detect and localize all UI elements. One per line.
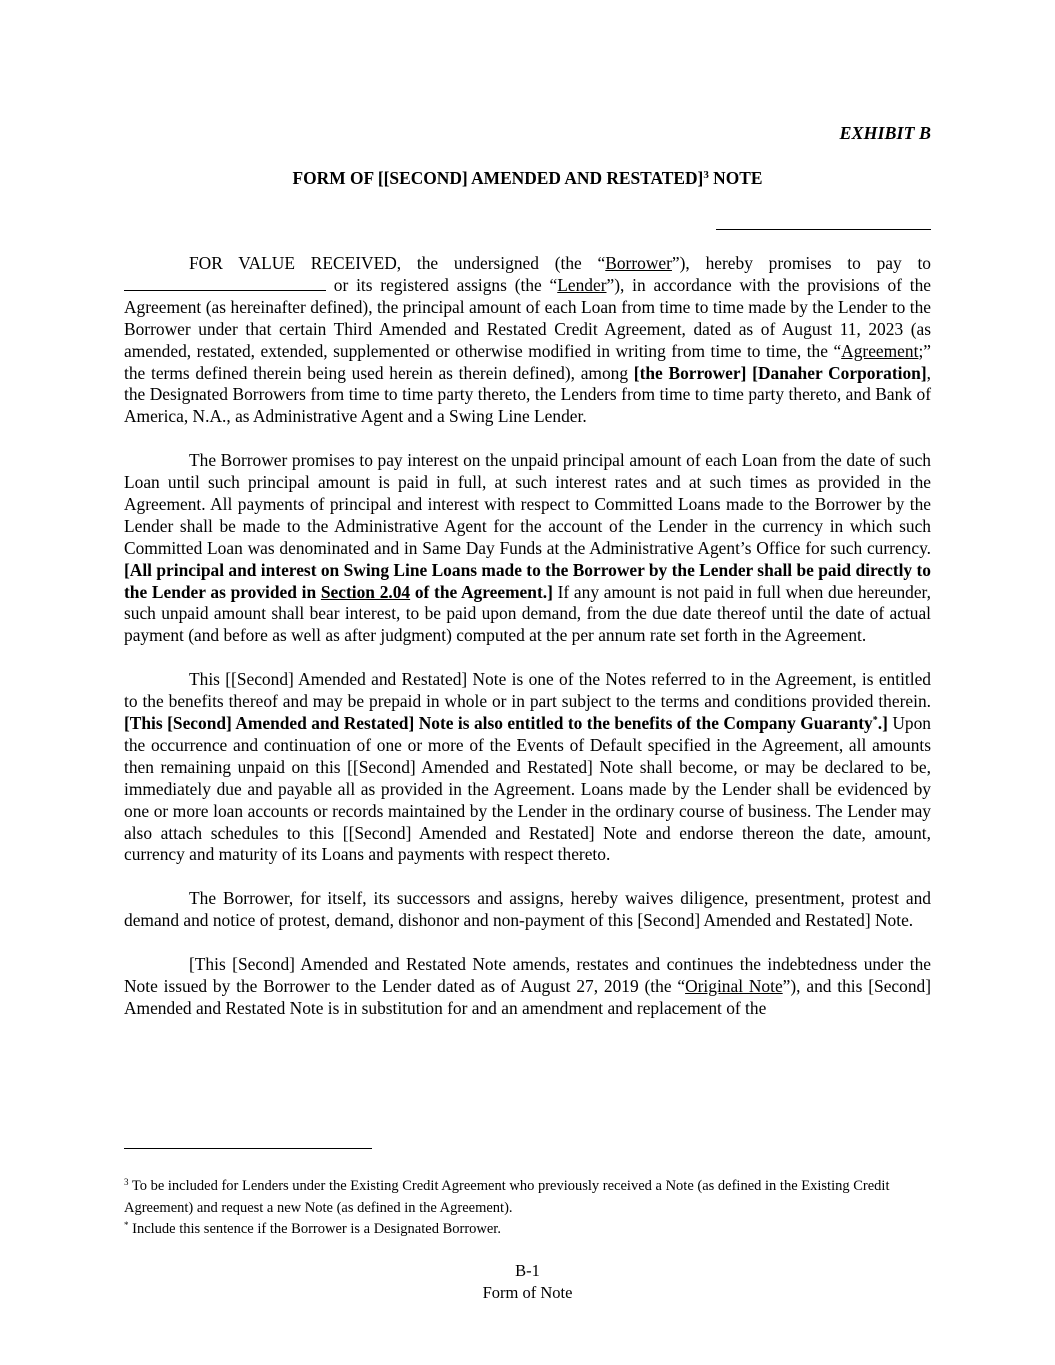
p1-text-6: , the Designated Borrowers from time to time party thereto, the Lenders from time to time party thereto, and Bank of America, N.A., as Administrative Agent and a Swing Line Lender.	[124, 362, 931, 427]
title-main: FORM OF [[SECOND] AMENDED AND RESTATED]	[292, 168, 704, 188]
p3-text-1: This [[Second] Amended and Restated] Note is one of the Notes referred to in the Agreement, is entitled to the benefits thereof and may be prepaid in whole or in part subject to the terms and conditions provided therein.	[124, 669, 931, 712]
paragraph-waiver: The Borrower, for itself, its successors and assigns, hereby waives diligence, presentment, protest and demand and notice of protest, demand, dishonor and non-payment of this [Second] Amended and Restated] Note.	[124, 888, 931, 931]
paragraph-original-note	[124, 954, 931, 1020]
p1-text-3: or its registered assigns (the “	[326, 274, 558, 295]
page-number: B-1	[515, 1261, 540, 1280]
footnote-3-marker: 3	[124, 1177, 129, 1187]
defined-term-lender: Lender	[557, 274, 607, 295]
paragraph-interest	[124, 450, 931, 647]
p3-bold-text-2: .]	[877, 713, 888, 733]
footnote-star-marker: *	[124, 1220, 129, 1230]
footnote-divider	[124, 1148, 372, 1149]
lender-name-blank	[124, 275, 326, 291]
defined-term-agreement: Agreement	[841, 340, 919, 361]
footnote-star-text: Include this sentence if the Borrower is a Designated Borrower.	[128, 1221, 501, 1237]
footnotes	[124, 1176, 931, 1241]
p3-text-2: Upon the occurrence and continuation of one or more of the Events of Default specified in the Agreement, all amounts then remaining unpaid on this [[Second] Amended and Restated] Note shall become, or may be declared to be, immediately due and payable all as provided in the Agreement. Loans made by the Lender shall be evidenced by one or more loan accounts or records maintained by the Lender in the ordinary course of business. The Lender may also attach schedules to this [[Second] Amended and Restated] Note and endorse thereon the date, amount, currency and maturity of its Loans and payments with respect thereto.	[124, 713, 931, 865]
title-end: NOTE	[708, 168, 763, 188]
p5-text-2: ”), and this [Second] Amended and Restated Note is in substitution for and an amendment and replacement of the	[124, 975, 932, 1018]
footer-doc-name: Form of Note	[482, 1283, 573, 1302]
p5-text-1: [This [Second] Amended and Restated Note amends, restates and continues the indebtedness under the Note issued by the Borrower to the Lender dated as of August 27, 2019 (the “	[124, 953, 931, 996]
p2-bold-text-2: of the Agreement.]	[410, 581, 553, 602]
exhibit-label: EXHIBIT B	[839, 123, 931, 143]
document-title	[0, 168, 1055, 190]
p2-bold-text-1: [All principal and interest on Swing Line Loans made to the Borrower by the Lender shall be paid directly to the Lender as provided in	[124, 559, 931, 602]
section-reference: Section 2.04	[320, 581, 411, 602]
defined-term-borrower: Borrower	[605, 253, 672, 273]
p2-text-2: If any amount is not paid in full when due hereunder, such unpaid amount shall bear interest, to be paid upon demand, from the due date thereof until the date of actual payment (and before as well as after judgment) computed at the per annum rate set forth in the Agreement.	[124, 581, 931, 646]
p3-bold-text-1: [This [Second] Amended and Restated] Note is also entitled to the benefits of the Company Guaranty	[124, 713, 873, 733]
defined-term-original-note: Original Note	[685, 975, 783, 996]
footnote-3-text: To be included for Lenders under the Existing Credit Agreement who previously received a Note (as defined in the Existing Credit Agreement) and request a new Note (as defined in the Agreement).	[124, 1178, 890, 1216]
paragraph-value-received	[124, 253, 931, 428]
p1-text-2: ”), hereby promises to pay to	[671, 253, 931, 273]
title-footnote-ref: 3	[703, 169, 709, 181]
footnote-3	[124, 1176, 931, 1219]
p1-text-4: ”), in accordance with the provisions of the Agreement (as hereinafter defined), the principal amount of each Loan from time to time made by the Lender to the Borrower under that certain Third Amended and Restated Credit Agreement, dated as of August 11, 2023 (as amended, restated, extended, supplemented or otherwise modified in writing from time to time, the “	[124, 274, 931, 361]
date-blank-line	[716, 229, 931, 230]
note-body	[124, 253, 931, 1042]
p1-text-5: ;” the terms defined therein being used herein as therein defined), among	[124, 340, 931, 383]
footnote-star-ref: *	[872, 715, 878, 726]
page-footer	[0, 1260, 1055, 1304]
p1-bold-parties: [the Borrower] [Danaher Corporation]	[633, 362, 927, 383]
p3-bold-guaranty	[124, 713, 888, 733]
paragraph-notes-benefits	[124, 669, 931, 866]
footnote-star	[124, 1219, 931, 1241]
p1-text-1: FOR VALUE RECEIVED, the undersigned (the “	[189, 253, 606, 273]
p2-text-1: The Borrower promises to pay interest on the unpaid principal amount of each Loan from the date of such Loan until such principal amount is paid in full, at such interest rates and at such times as provided in the Agreement. All payments of principal and interest with respect to Committed Loans made to the Borrower by the Lender shall be made to the Administrative Agent for the account of the Lender in the currency in which such Committed Loan was denominated and in Same Day Funds at the Administrative Agent’s Office for such currency.	[124, 450, 931, 558]
